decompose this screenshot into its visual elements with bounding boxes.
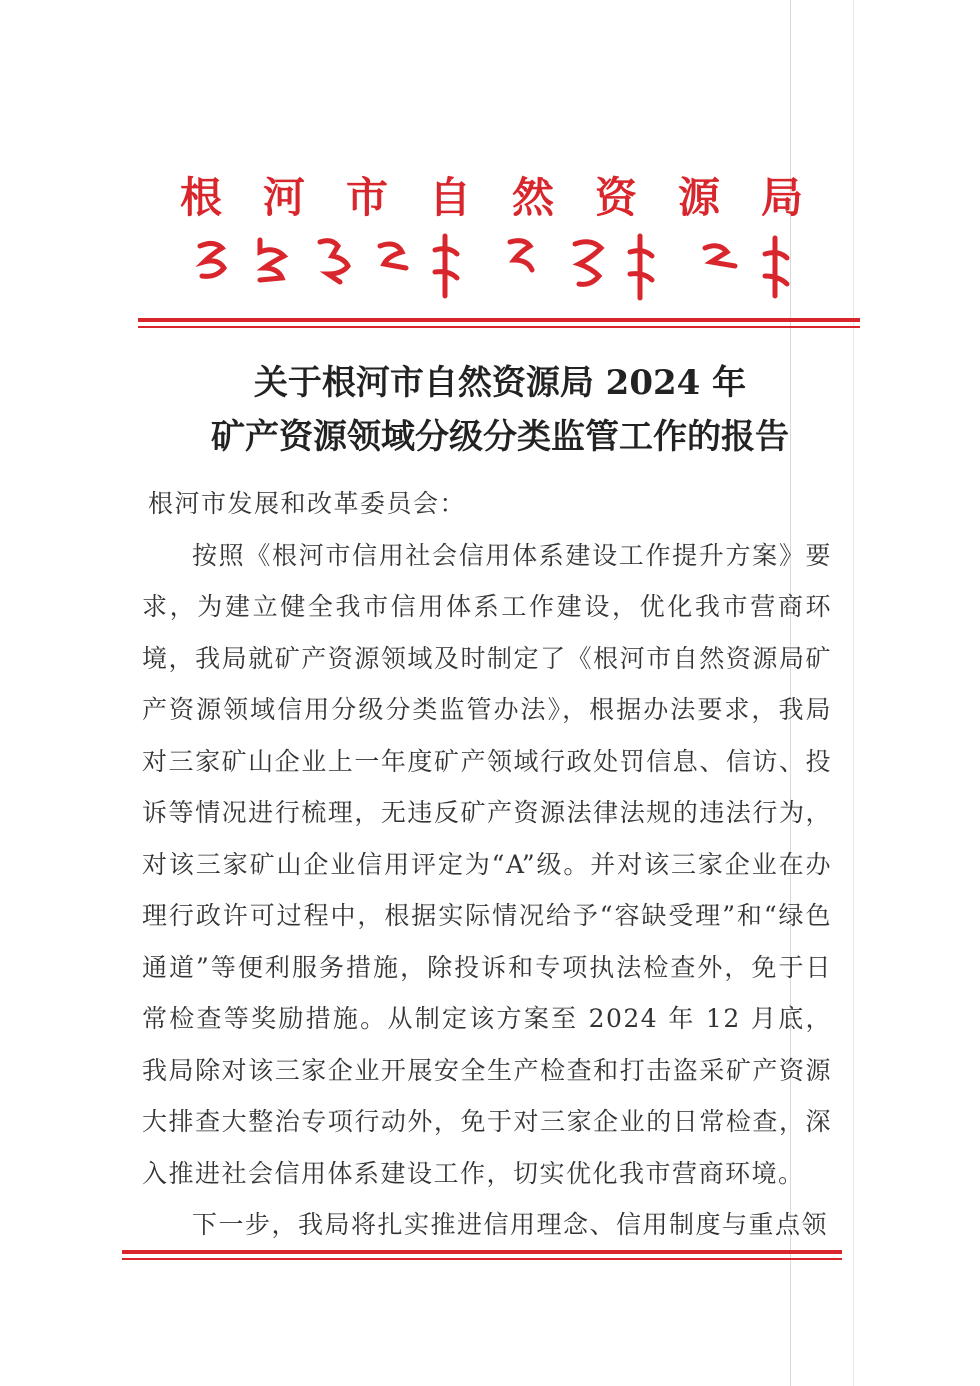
mongolian-script-graphic: [190, 232, 810, 302]
document-title-line-1: 关于根河市自然资源局 2024 年: [253, 363, 747, 403]
scan-artifact-line: [853, 0, 854, 1386]
document-body: [142, 478, 832, 1251]
body-paragraph: 按照《根河市信用社会信用体系建设工作提升方案》要求，为建立健全我市信用体系工作建设，优化我市营商环境，我局就矿产资源领域及时制定了《根河市自然资源局矿产资源领域信用分级分类监管办法》，根据办法要求，我局对三家矿山企业上一年度矿产领域行政处罚信息、信访、投诉等情况进行梳理，无违反矿产资源法律法规的违法行为，对该三家矿山企业信用评定为“A”级。并对该三家企业在办理行政许可过程中，根据实际情况给予“容缺受理”和“绿色通道”等便利服务措施，除投诉和专项执法检查外，免于日常检查等奖励措施。从制定该方案至 2024 年 12 月底，我局除对该三家企业开展安全生产检查和打击盗采矿产资源大排查大整治专项行动外，免于对三家企业的日常检查，深入推进社会信用体系建设工作，切实优化我市营商环境。: [142, 540, 832, 1188]
document-title: [140, 356, 860, 464]
footer-red-rule: [122, 1250, 842, 1260]
body-paragraph: 下一步，我局将扎实推进信用理念、信用制度与重点领: [192, 1210, 829, 1239]
header-red-rule: [138, 318, 860, 328]
agency-name-header: 根河市自然资源局: [180, 173, 845, 222]
document-title-line-2: 矿产资源领域分级分类监管工作的报告: [211, 417, 789, 457]
recipient-line: 根河市发展和改革委员会：: [148, 489, 467, 518]
agency-name-mongolian: [190, 232, 810, 302]
